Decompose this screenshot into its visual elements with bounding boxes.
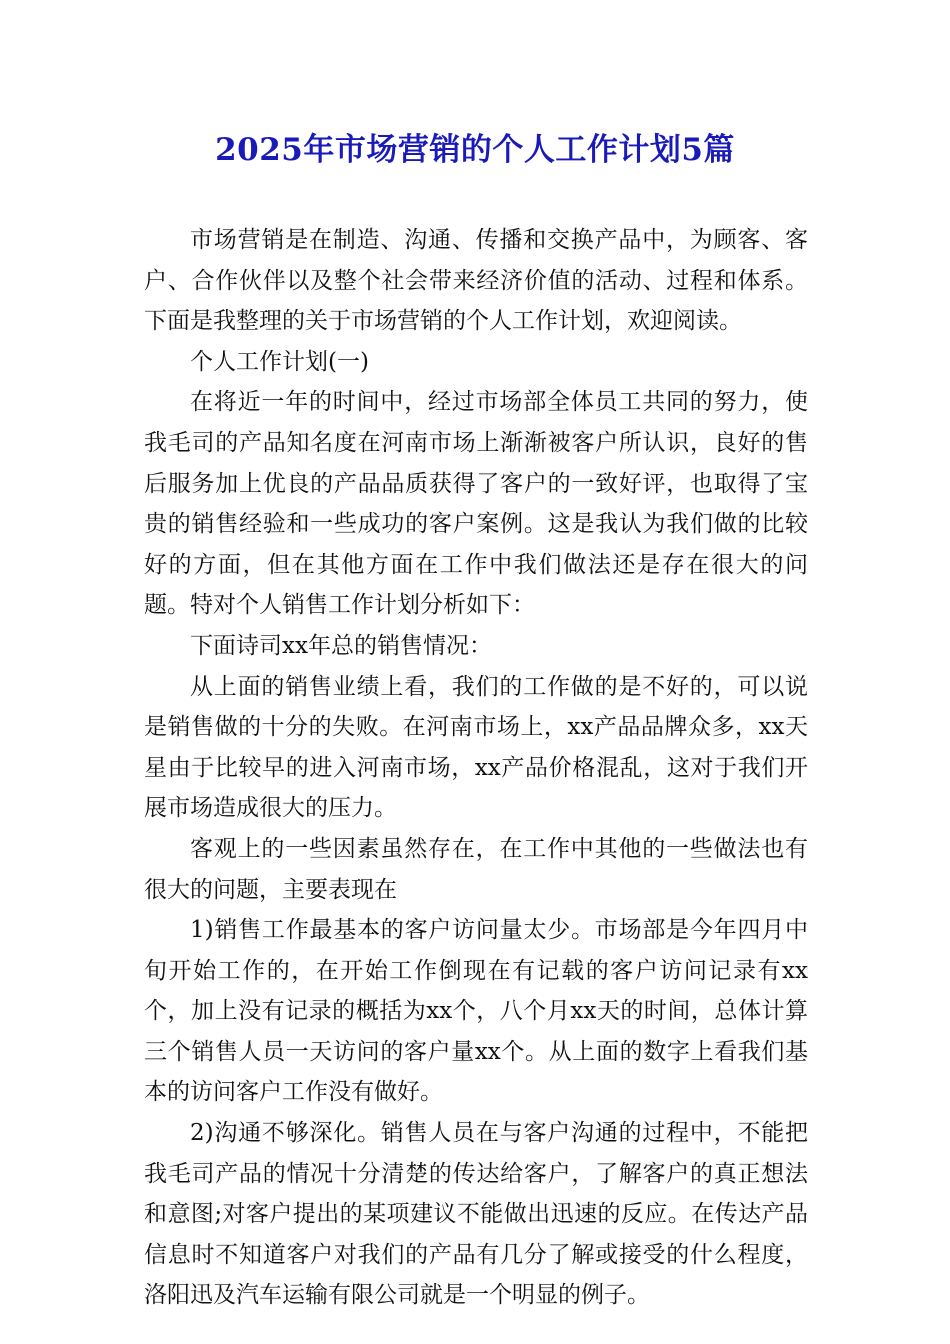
section-heading: 个人工作计划(一) — [190, 348, 369, 375]
paragraph: 客观上的一些因素虽然存在，在工作中其他的一些做法也有很大的问题，主要表现在 — [144, 835, 808, 903]
paragraph-intro: 市场营销是在制造、沟通、传播和交换产品中，为顾客、客户、合作伙伴以及整个社会带来经济价值的活动、过程和体系。下面是我整理的关于市场营销的个人工作计划，欢迎阅读。 — [144, 227, 808, 335]
paragraph: 从上面的销售业绩上看，我们的工作做的是不好的，可以说是销售做的十分的失败。在河南市场上，xx产品品牌众多，xx天星由于比较早的进入河南市场，xx产品价格混乱，这对于我们开展市场造成很大的压力。 — [144, 673, 808, 822]
paragraph: 下面诗司xx年总的销售情况： — [190, 632, 492, 659]
list-item: 1)销售工作最基本的客户访问量太少。市场部是今年四月中旬开始工作的，在开始工作倒现在有记载的客户访问记录有xx个，加上没有记录的概括为xx个，八个月xx天的时间，总体计算三个销售人员一天访问的客户量xx个。从上面的数字上看我们基本的访问客户工作没有做好。 — [144, 917, 808, 1106]
list-item: 2)沟通不够深化。销售人员在与客户沟通的过程中，不能把我毛司产品的情况十分清楚的传达给客户，了解客户的真正想法和意图;对客户提出的某项建议不能做出迅速的反应。在传达产品信息时不知道客户对我们的产品有几分了解或接受的什么程度，洛阳迅及汽车运输有限公司就是一个明显的例子。 — [144, 1120, 808, 1309]
paragraph: 在将近一年的时间中，经过市场部全体员工共同的努力，使我毛司的产品知名度在河南市场上渐渐被客户所认识，良好的售后服务加上优良的产品品质获得了客户的一致好评，也取得了宝贵的销售经验和一些成功的客户案例。这是我认为我们做的比较好的方面，但在其他方面在工作中我们做法还是存在很大的问题。特对个人销售工作计划分析如下： — [144, 389, 808, 619]
document-body — [144, 220, 808, 1316]
document-title: 2025年市场营销的个人工作计划5篇 — [215, 132, 735, 168]
